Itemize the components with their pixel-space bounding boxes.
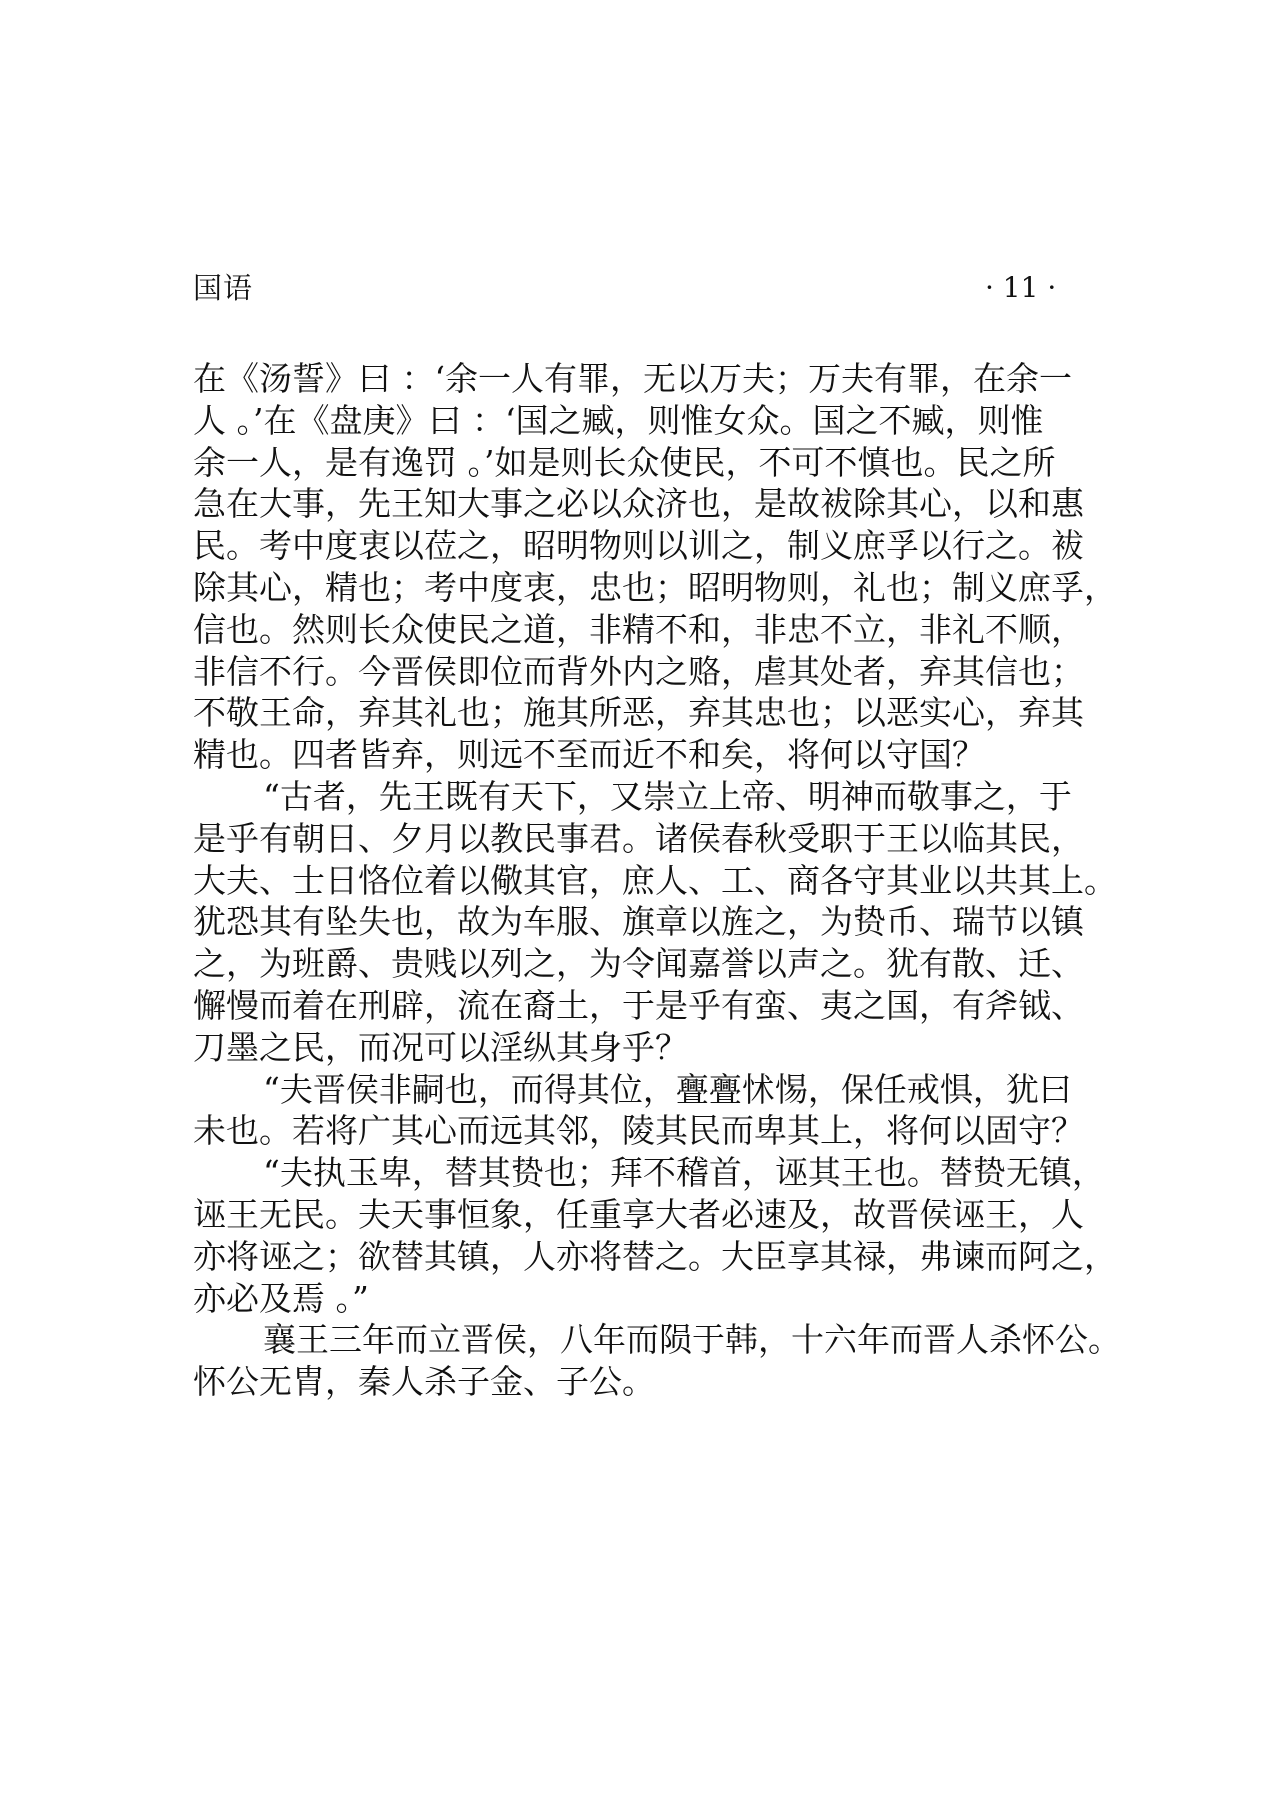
text-line: 是乎有朝日、夕月以教民事君。诸侯春秋受职于王以临其民， xyxy=(193,818,1084,858)
paragraph-first-line: 襄王三年而立晋侯，八年而陨于韩，十六年而晋人杀怀公。 xyxy=(263,1320,1121,1360)
text-line: 人 。’在《盘庚》曰 ：‘国之臧，则惟女众。国之不臧，则惟 xyxy=(193,400,1044,440)
text-line: 急在大事，先王知大事之必以众济也，是故袚除其心，以和惠 xyxy=(193,484,1084,524)
text-line: 之，为班爵、贵贱以列之，为令闻嘉誉以声之。犹有散、迁、 xyxy=(193,944,1084,984)
text-line: 犹恐其有坠失也，故为车服、旗章以旌之，为贽币、瑞节以镇 xyxy=(193,902,1084,942)
text-line: 在《汤誓》曰 ：‘余一人有罪，无以万夫；万夫有罪，在余一 xyxy=(193,359,1072,398)
paragraph-first-line: “夫执玉卑，替其贽也；拜不稽首，诬其王也。替贽无镇， xyxy=(263,1153,1105,1193)
text-line: 亦将诬之；欲替其镇，人亦将替之。大臣享其禄，弗谏而阿之， xyxy=(193,1236,1117,1276)
paragraph-first-line: “夫晋侯非嗣也，而得其位，亹亹怵惕，保任戒惧，犹曰 xyxy=(263,1069,1072,1109)
text-line: 不敬王命，弃其礼也；施其所恶，弃其忠也；以恶实心，弃其 xyxy=(193,693,1084,733)
running-header-title: 国语 xyxy=(193,271,254,305)
text-line: 大夫、士日恪位着以儆其官，庶人、工、商各守其业以共其上。 xyxy=(193,860,1117,900)
text-line: 除其心，精也；考中度衷，忠也；昭明物则，礼也；制义庶孚， xyxy=(193,567,1117,607)
text-line: 余一人，是有逸罚 。’如是则长众使民，不可不慎也。民之所 xyxy=(193,442,1056,482)
paragraph-first-line: “古者，先王既有天下，又崇立上帝、明神而敬事之，于 xyxy=(263,776,1072,816)
text-line: 亦必及焉 。” xyxy=(193,1278,369,1318)
text-line: 未也。若将广其心而远其邻，陵其民而卑其上，将何以固守？ xyxy=(193,1111,1084,1151)
text-line: 诬王无民。夫天事恒象，任重享大者必速及，故晋侯诬王，人 xyxy=(193,1194,1084,1234)
text-line: 懈慢而着在刑辟，流在裔土，于是乎有蛮、夷之国，有斧钺、 xyxy=(193,985,1084,1025)
body-text xyxy=(193,358,1133,1403)
text-line: 怀公无胄，秦人杀子金、子公。 xyxy=(193,1362,655,1402)
text-line: 精也。四者皆弃，则远不至而近不和矣，将何以守国？ xyxy=(193,735,985,775)
text-line: 刀墨之民，而况可以淫纵其身乎？ xyxy=(193,1027,688,1067)
text-line: 非信不行。今晋侯即位而背外内之赂，虐其处者，弃其信也； xyxy=(193,651,1084,691)
text-line: 民。考中度衷以莅之，昭明物则以训之，制义庶孚以行之。袚 xyxy=(193,526,1084,566)
text-line: 信也。然则长众使民之道，非精不和，非忠不立，非礼不顺， xyxy=(193,609,1084,649)
page-number: · 11 · xyxy=(985,271,1057,304)
